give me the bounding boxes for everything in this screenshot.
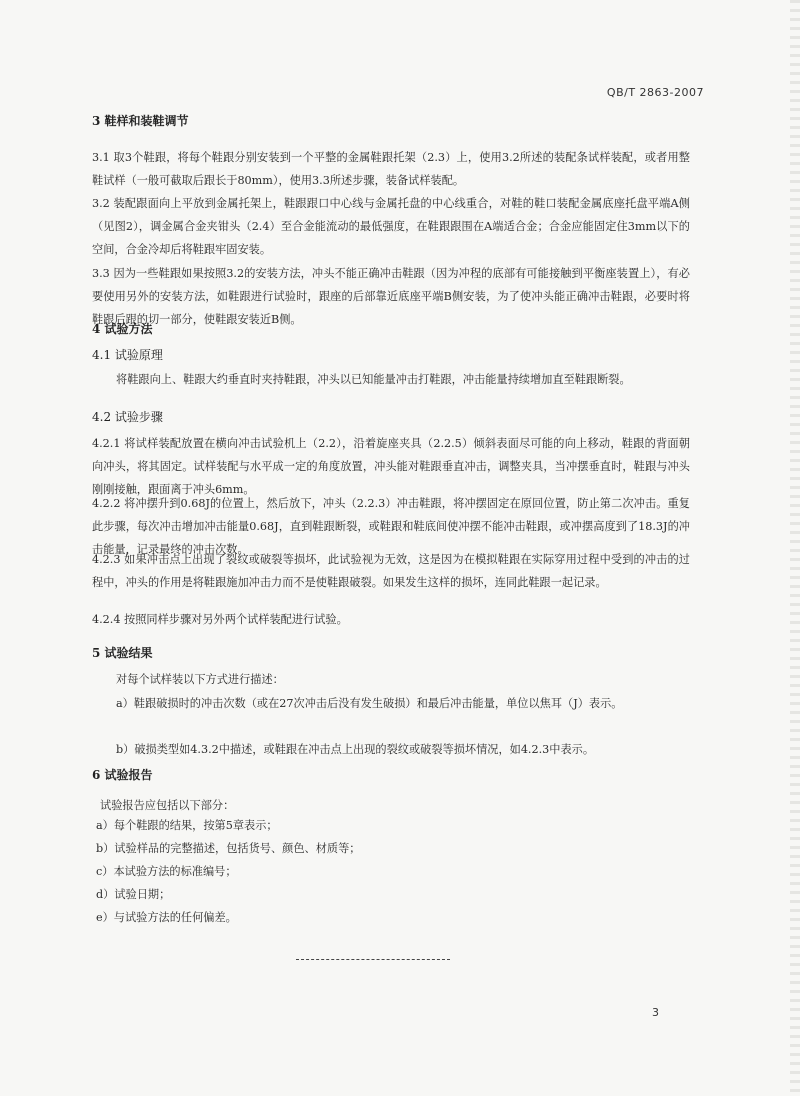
para-4-2-3 [92, 548, 690, 594]
para-4-2-3-text: 4.2.3 如果冲击点上出现了裂纹或破裂等损坏，此试验视为无效，这是因为在模拟鞋跟在实际穿用过程中受到的冲击的过程中，冲头的作用是将鞋跟施加冲击力而不是使鞋跟破裂。如果发生这样的损坏，连同此鞋跟一起记录。 [92, 553, 690, 589]
section-3-title: 3 鞋样和装鞋调节 [92, 114, 189, 128]
section-4-title: 4 试验方法 [92, 322, 153, 336]
para-4-2-4-text: 4.2.4 按照同样步骤对另外两个试样装配进行试验。 [92, 613, 348, 626]
para-3-2 [92, 192, 690, 261]
para-5-b [92, 738, 690, 761]
para-5-a [92, 692, 690, 715]
section-5-title: 5 试验结果 [92, 646, 153, 660]
report-items-list [96, 814, 690, 929]
scan-edge [790, 0, 800, 1096]
para-4-1 [92, 368, 690, 391]
report-item-e: e）与试验方法的任何偏差。 [96, 911, 237, 924]
report-item-d: d）试验日期； [96, 888, 171, 901]
para-6-intro-text: 试验报告应包括以下部分： [100, 799, 235, 812]
para-4-2-1-text: 4.2.1 将试样装配放置在横向冲击试验机上（2.2），沿着旋座夹具（2.2.5）倾斜表面尽可能的向上移动，鞋跟的背面朝向冲头，将其固定。试样装配与水平成一定的角度放置，冲头能对鞋跟垂直冲击，调整夹具，当冲摆垂直时，鞋跟与冲头刚刚接触，跟面离于冲头6mm。 [92, 437, 690, 496]
para-5-a-text: a）鞋跟破损时的冲击次数（或在27次冲击后没有发生破损）和最后冲击能量，单位以焦耳（J）表示。 [116, 697, 623, 710]
standard-number: QB/T 2863-2007 [606, 86, 704, 99]
para-4-1-text: 将鞋跟向上、鞋跟大约垂直时夹持鞋跟，冲头以已知能量冲击打鞋跟，冲击能量持续增加直至鞋跟断裂。 [116, 373, 631, 386]
para-4-2-4 [92, 608, 690, 631]
para-3-1 [92, 146, 690, 192]
section-4-1-title: 4.1 试验原理 [92, 348, 163, 362]
report-item-b: b）试验样品的完整描述，包括货号、颜色、材质等； [96, 842, 361, 855]
para-5-b-text: b）破损类型如4.3.2中描述，或鞋跟在冲击点上出现的裂纹或破裂等损坏情况，如4.2.3中表示。 [116, 743, 595, 756]
section-6-title: 6 试验报告 [92, 768, 153, 782]
section-4-2-title: 4.2 试验步骤 [92, 410, 163, 424]
para-5-intro-text: 对每个试样装以下方式进行描述： [116, 673, 284, 686]
para-4-2-1 [92, 432, 690, 501]
para-3-1-text: 3.1 取3个鞋跟，将每个鞋跟分别安装到一个平整的金属鞋跟托架（2.3）上，使用3.2所述的装配条试样装配，或者用整鞋试样（一般可截取后跟长于80mm），使用3.3所述步骤，装备试样装配。 [92, 151, 690, 187]
report-item-a: a）每个鞋跟的结果，按第5章表示； [96, 819, 278, 832]
page-number: 3 [652, 1006, 659, 1019]
para-3-3 [92, 262, 690, 331]
end-rule [296, 959, 450, 960]
para-5-intro [116, 668, 690, 691]
report-item-c: c）本试验方法的标准编号； [96, 865, 237, 878]
para-3-3-text: 3.3 因为一些鞋跟如果按照3.2的安装方法，冲头不能正确冲击鞋跟（因为冲程的底部有可能接触到平衡座装置上），有必要使用另外的安装方法，如鞋跟进行试验时，跟座的后部靠近底座平端B侧安装，为了使冲头能正确冲击鞋跟，必要时将鞋跟后跟的切一部分，使鞋跟安装近B侧。 [92, 267, 690, 326]
para-3-2-text: 3.2 装配跟面向上平放到金属托架上，鞋跟跟口中心线与金属托盘的中心线重合，对鞋的鞋口装配金属底座托盘平端A侧（见图2），调金属合金夹钳头（2.4）至合金能流动的最低强度，在鞋跟跟围在A端适合金；合金应能固定住3mm以下的空间，合金冷却后将鞋跟牢固安装。 [92, 197, 690, 256]
para-4-2-2-text: 4.2.2 将冲摆升到0.68J的位置上，然后放下，冲头（2.2.3）冲击鞋跟，将冲摆固定在原回位置，防止第二次冲击。重复此步骤，每次冲击增加冲击能量0.68J，直到鞋跟断裂，或鞋跟和鞋底间使冲摆不能冲击鞋跟，或冲摆高度到了18.3J的冲击能量，记录最终的冲击次数。 [92, 497, 690, 556]
